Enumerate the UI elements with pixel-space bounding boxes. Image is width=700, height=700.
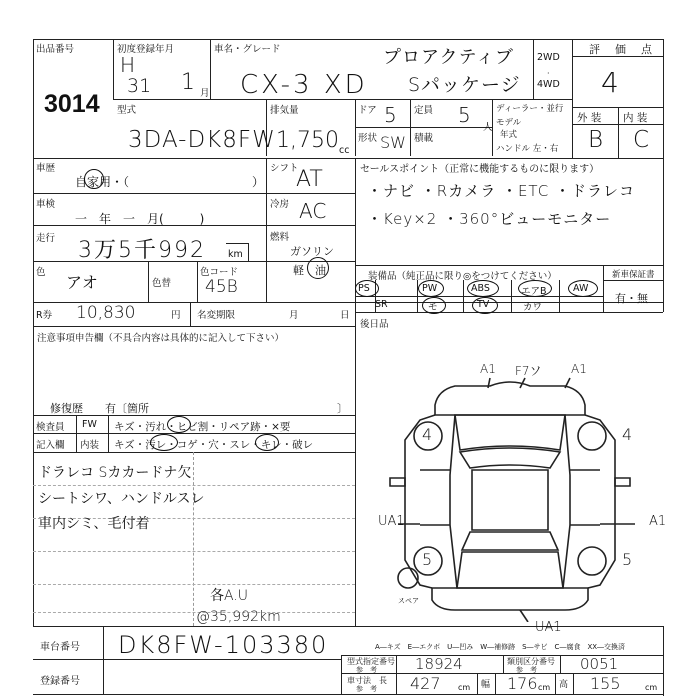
dealer-label: ディーラー・並行: [496, 104, 564, 114]
history-close: ）: [252, 175, 265, 189]
capacity-value: 5: [458, 103, 471, 127]
shape-label: 形状: [358, 133, 378, 144]
equipment-airbag: エアB: [521, 286, 547, 297]
displacement-label: 排気量: [270, 105, 299, 116]
grade-line1: プロアクティブ: [383, 47, 515, 68]
model-label: 型式: [117, 105, 137, 116]
interior-defects: キズ・汚レ・コゲ・穴・スレ・キレ・破レ: [114, 439, 314, 451]
width-unit: cm: [538, 683, 551, 692]
width-label: 幅: [481, 680, 491, 690]
displacement-value: 1,750: [276, 128, 339, 153]
equipment-pw-circle: [418, 280, 444, 297]
color-code-label: 色コード: [200, 267, 239, 278]
width-value: 176: [507, 674, 538, 693]
warranty-value: 有・無: [615, 292, 648, 305]
type-number-sub: 参 考: [356, 666, 377, 674]
month-unit: 月: [200, 88, 210, 99]
equipment-tv-circle: [472, 297, 498, 314]
fw-dirt-circle: [167, 416, 191, 433]
shift-label: シフト: [270, 163, 299, 174]
diagram-mark-top-center: F7ソ: [515, 364, 542, 378]
class-number-label: 類別区分番号: [507, 657, 555, 666]
length-value: 427: [410, 674, 441, 693]
sales-points-line1: ・ナビ ・Rカメラ ・ETC ・ドラレコ: [367, 182, 635, 200]
color-label: 色: [36, 267, 46, 278]
height-value: 155: [590, 674, 621, 693]
equipment-ps-circle: [355, 280, 379, 297]
class-number-value: 0051: [580, 655, 619, 673]
equipment-abs-circle: [467, 280, 499, 297]
class-number-sub: 参 考: [516, 666, 537, 674]
drive-dot: ·: [547, 69, 550, 78]
name-change-label: 名変期限: [197, 310, 236, 321]
inspection-value: 一 年 一 月( ): [75, 212, 205, 226]
mileage-label: 走行: [36, 233, 56, 244]
inspector-label: 検査員: [36, 422, 65, 433]
car-name-label: 車名・グレード: [214, 44, 281, 55]
length-unit: cm: [458, 683, 471, 692]
diagram-mark-left-side: UA1: [378, 514, 405, 529]
history-label: 車歴: [36, 163, 56, 174]
equipment-tv: TV: [477, 299, 490, 310]
drive-4wd: 4WD: [537, 79, 560, 90]
grade-line2: Sパッケージ: [408, 74, 521, 96]
car-name: CX-3 XD: [240, 70, 368, 100]
equipment-mo-circle: [422, 297, 446, 314]
doors-label: ドア: [358, 105, 377, 116]
type-number-label: 型式指定番号: [347, 657, 395, 666]
color-value: アオ: [66, 273, 98, 292]
diagram-legend: A―キズ E―エクボ U―凹み W―補修跡 S―サビ C―腐食 XX―交換済: [375, 643, 626, 651]
equipment-airbag-circle: [518, 280, 552, 297]
equipment-label: 装備品（純正品に限り◎をつけてください）: [368, 271, 557, 282]
fw-label: FW: [82, 419, 97, 430]
fuel-circle: [307, 257, 329, 279]
diagram-mark-top-left: A1: [480, 362, 496, 376]
height-label: 高: [559, 680, 569, 690]
car-damage-diagram: [360, 360, 660, 622]
diagram-note-1: 各A.U: [210, 588, 249, 604]
load-label: 積載: [414, 133, 434, 144]
name-change-day: 日: [340, 310, 350, 321]
interior-dirt-circle: [150, 434, 178, 451]
diagram-mark-rear-right-wheel: 5: [622, 550, 633, 569]
interior-scuff-circle: [255, 434, 279, 451]
recycle-unit: 円: [171, 310, 181, 321]
doors-value: 5: [384, 103, 397, 127]
equipment-mo: モ: [428, 302, 438, 313]
shift-value: AT: [296, 167, 323, 192]
diagram-mark-rear: UA1: [535, 620, 562, 635]
equipment-aw: AW: [573, 283, 589, 294]
rear-items-label: 後日品: [360, 319, 389, 330]
mileage-unit: km: [228, 249, 243, 260]
name-change-month: 月: [289, 310, 299, 321]
fw-defects: キズ・汚れ・ヒビ割・リペア跡・×要: [114, 421, 291, 433]
diagram-note-2: @35,992km: [196, 609, 281, 625]
first-registration-year: 31: [127, 75, 152, 97]
first-registration-label: 初度登録年月: [117, 44, 175, 55]
diagram-mark-right-side: A1: [649, 514, 667, 529]
exterior-grade: B: [588, 127, 604, 153]
model-value: 3DA-DK8FW: [128, 127, 276, 153]
history-value: 自家用・（: [75, 175, 130, 189]
equipment-aw-circle: [568, 280, 598, 297]
lot-number: 3014: [44, 90, 100, 118]
sales-points-line2: ・Key×2 ・360°ビューモニター: [367, 210, 612, 228]
inspection-label: 車検: [36, 199, 56, 210]
fuel-gasoline: ガソリン: [290, 245, 334, 258]
fuel-diesel: 軽 油: [293, 264, 326, 277]
height-unit: cm: [645, 683, 658, 692]
diagram-mark-front-left-wheel: 4: [422, 425, 433, 444]
year-label: 年式: [500, 130, 518, 140]
diagram-mark-rear-left-wheel: 5: [422, 550, 433, 569]
warranty-label: 新車保証書: [612, 270, 655, 280]
recycle-label: R券: [36, 310, 53, 321]
displacement-unit: cc: [339, 145, 350, 156]
handwritten-note-2: シートシワ、ハンドルスレ: [38, 491, 205, 507]
spare-label: スペア: [398, 597, 419, 605]
repair-history-label: 修復歴 有〔箇所: [50, 402, 149, 415]
capacity-unit: 人: [483, 122, 493, 133]
drive-2wd: 2WD: [537, 52, 560, 63]
equipment-leather: カワ: [523, 302, 543, 313]
color-code: 45B: [205, 277, 238, 297]
capacity-label: 定員: [414, 105, 434, 116]
score-value: 4: [601, 66, 619, 99]
type-number-value: 18924: [415, 655, 463, 673]
repair-history-close: 〕: [337, 402, 348, 415]
chassis-number: DK8FW-103380: [118, 631, 329, 659]
steering-label: ハンドル 左・右: [496, 144, 559, 154]
handwritten-note-1: ドラレコ Sカカードナ欠: [38, 465, 192, 481]
registration-label: 登録番号: [40, 676, 80, 687]
ac-label: 冷房: [270, 199, 290, 210]
diagram-mark-top-right: A1: [571, 362, 587, 376]
entry-label: 記入欄: [36, 440, 65, 451]
notes-label: 注意事項申告欄（不具合内容は具体的に記入して下さい）: [37, 333, 285, 344]
recycle-value: 10,830: [76, 303, 136, 323]
mileage-value: 3万5千992: [78, 238, 206, 263]
diagram-mark-front-right-wheel: 4: [622, 425, 633, 444]
color-change-label: 色替: [152, 278, 172, 289]
exterior-label: 外 装: [577, 112, 602, 124]
score-label: 評 価 点: [589, 43, 654, 56]
sales-points-label: セールスポイント（正常に機能するものに限ります）: [360, 164, 600, 175]
first-registration-era: H: [120, 53, 136, 77]
ac-value: AC: [299, 199, 327, 223]
dimensions-label: 車寸法 長: [347, 676, 387, 685]
interior-label: 内 装: [623, 112, 648, 124]
model-year-label: モデル: [496, 118, 522, 128]
interior-check-label: 内装: [80, 440, 100, 451]
equipment-pw: PW: [422, 283, 438, 294]
handwritten-note-3: 車内シミ、毛付着: [38, 516, 150, 532]
first-registration-month: 1: [181, 70, 195, 95]
dimensions-sub: 参 考: [356, 685, 377, 693]
equipment-abs: ABS: [471, 283, 490, 294]
equipment-ps: PS: [358, 283, 370, 294]
history-circle: [84, 169, 104, 189]
fuel-label: 燃料: [270, 232, 290, 243]
equipment-sr: SR: [375, 299, 388, 310]
interior-grade: C: [633, 127, 650, 153]
lot-number-label: 出品番号: [36, 44, 75, 55]
shape-value: SW: [380, 133, 406, 152]
chassis-label: 車台番号: [40, 642, 80, 653]
